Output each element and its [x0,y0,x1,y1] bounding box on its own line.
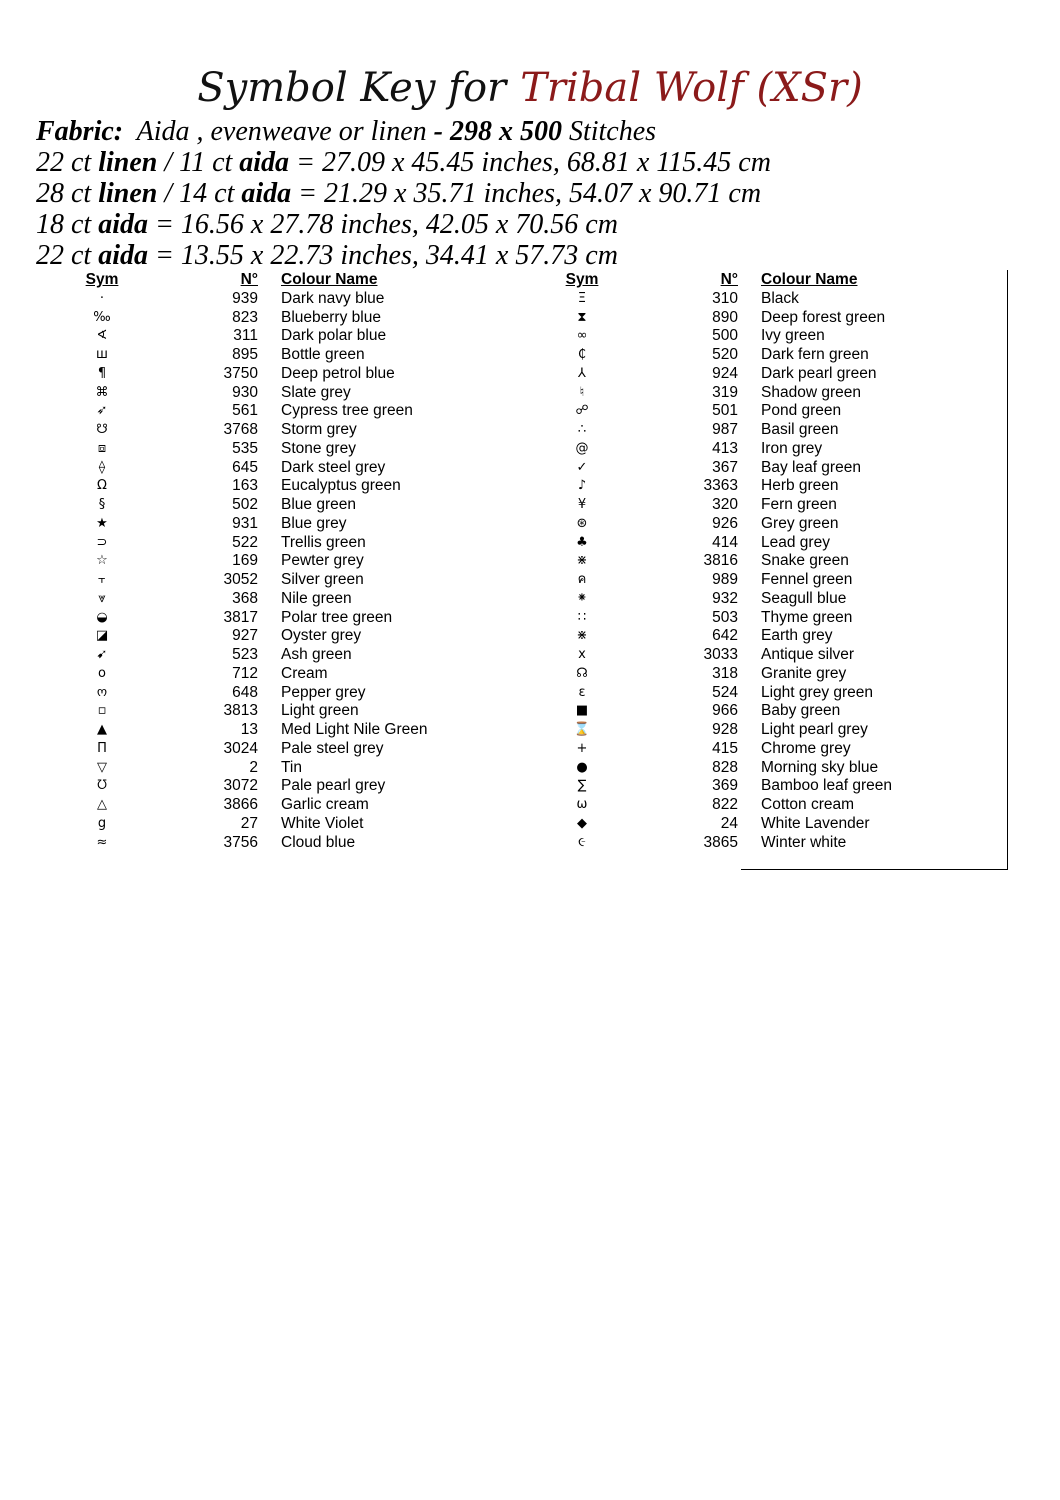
colour-name: Garlic cream [281,796,369,813]
colour-name: Cypress tree green [281,402,413,420]
colour-name: Basil green [761,421,839,438]
colour-name: White Violet [281,814,364,832]
symbol: ≈ [96,834,108,850]
key-row [550,609,1010,628]
key-row [70,384,470,403]
dmc-number: 503 [712,608,738,626]
colour-name: Blue grey [281,514,347,532]
separator: / [164,178,173,209]
colour-name: Snake green [761,552,849,570]
dmc-number: 520 [712,346,738,363]
count-value: 11 ct [179,147,233,178]
count-value: 28 ct [36,178,92,209]
separator: / [164,147,173,178]
dmc-number: 890 [712,308,738,326]
dimensions: = 13.55 x 22.73 inches, 34.41 x 57.73 cm [155,240,618,271]
dmc-number: 524 [712,683,738,701]
symbol: ⌘ [95,384,109,400]
key-row [70,702,470,721]
fabric-dash: - [433,116,443,147]
fabric-type: aida [239,147,290,178]
key-row [550,534,1010,553]
fabric-type: linen [98,178,158,209]
key-row [70,477,470,496]
dmc-number: 414 [712,533,738,551]
count-value: 22 ct [36,147,92,178]
key-row [70,552,470,571]
dmc-number: 502 [232,496,258,513]
key-row [70,665,470,684]
dmc-number: 828 [712,758,738,776]
symbol: ᘮ [97,778,107,794]
key-row [550,740,1010,759]
dmc-number: 648 [232,683,258,701]
colour-name: Lead grey [761,533,830,551]
key-row [70,759,470,778]
key-row [70,402,470,421]
symbol: ★ [96,515,108,531]
symbol: Ω [97,478,107,494]
symbol: ◪ [95,628,109,644]
key-row [70,684,470,703]
size-line [36,147,1036,178]
symbol: Π [97,740,107,756]
key-row [550,496,1010,515]
symbol: · [99,290,105,306]
key-header [550,271,1010,290]
symbol: ▲ [97,722,107,737]
colour-name: Slate grey [281,383,351,401]
fabric-info [36,116,1036,271]
dimensions: = 21.29 x 35.71 inches, 54.07 x 90.71 cm [298,178,762,209]
colour-name: Fennel green [761,571,853,588]
colour-name: Shadow green [761,383,861,401]
size-line [36,178,1036,209]
colour-name: Light grey green [761,683,874,701]
dmc-number: 2 [249,758,258,776]
colour-name: Cream [281,664,328,682]
symbol-key-left-column [70,271,470,852]
colour-name: Winter white [761,833,847,851]
dmc-number: 369 [712,777,738,795]
symbol: ⧗ [577,309,587,325]
key-row [70,590,470,609]
key-row [70,459,470,478]
dmc-number: 3033 [703,646,738,663]
dmc-number: 895 [232,346,258,363]
symbol: ♮ [579,384,585,400]
dmc-number: 987 [712,421,738,438]
key-row [70,346,470,365]
symbol: ⅄ [578,365,586,381]
dmc-number: 932 [712,589,738,607]
dmc-number: 311 [233,327,258,345]
dmc-number: 27 [240,814,258,832]
fabric-type: aida [98,209,148,240]
dmc-number: 522 [232,533,258,551]
symbol-key-right-column [550,271,1010,852]
key-row [550,477,1010,496]
key-row [70,609,470,628]
key-row [70,421,470,440]
symbol: ∑ [577,778,587,794]
symbol: ∢ [96,328,108,344]
dmc-number: 3865 [703,833,738,851]
key-row [70,496,470,515]
dimensions: = 27.09 x 45.45 inches, 68.81 x 115.45 cm [296,147,771,178]
key-row [550,590,1010,609]
dmc-number: 3817 [223,608,258,626]
dmc-number: 13 [240,721,258,738]
key-row [550,684,1010,703]
key-row [70,815,470,834]
dmc-number: 822 [712,796,738,813]
symbol: ⋇ [576,628,588,644]
dmc-number: 989 [712,571,738,588]
symbol: ⁕ [576,590,588,606]
key-row [70,515,470,534]
key-row [70,327,470,346]
symbol: ⊃ [96,534,108,550]
colour-name: Pewter grey [281,552,364,570]
key-row [550,515,1010,534]
key-row [70,534,470,553]
colour-name: Chrome grey [761,739,851,757]
colour-name: Pale steel grey [281,739,384,757]
key-row [70,721,470,740]
colour-name: Fern green [761,496,837,513]
key-row [550,440,1010,459]
dmc-number: 163 [232,477,258,495]
colour-name: Storm grey [281,421,357,438]
key-row [550,759,1010,778]
colour-name: Dark pearl green [761,364,877,382]
dmc-number: 645 [232,458,258,476]
symbol: ૯ [578,834,586,850]
size-line [36,240,1036,271]
colour-name: Pond green [761,402,842,420]
dmc-number: 928 [712,721,738,738]
dmc-number: 3750 [223,364,258,382]
colour-name: Pale pearl grey [281,777,386,795]
fabric-type: linen [98,147,158,178]
symbol: ☆ [96,553,108,569]
symbol: ⫟ [98,572,106,587]
colour-name: Med Light Nile Green [281,721,428,738]
fabric-type: aida [98,240,148,271]
colour-name: Eucalyptus green [281,477,401,495]
dmc-number: 368 [232,589,258,607]
symbol: ♣ [576,534,588,550]
symbol: ◒ [96,609,108,625]
symbol: ค [577,572,587,587]
key-row [550,290,1010,309]
colour-name: Cloud blue [281,833,356,851]
colour-name: Polar tree green [281,608,393,626]
colour-name: Blueberry blue [281,308,381,326]
colour-name: Bamboo leaf green [761,777,892,795]
key-row [70,627,470,646]
symbol: o [98,665,106,681]
key-row [70,290,470,309]
colour-name: Antique silver [761,646,855,663]
colour-name: Dark steel grey [281,458,386,476]
symbol: ▫ [97,703,107,719]
symbol: ∷ [577,609,587,625]
dmc-number: 413 [712,439,738,457]
symbol: Ξ [577,290,587,306]
colour-name: Ivy green [761,327,825,345]
dmc-number: 3052 [223,571,258,588]
key-row [550,721,1010,740]
symbol: ☋ [96,422,108,437]
pattern-name: Tribal Wolf (XSr) [520,65,863,111]
dmc-number: 318 [712,664,738,682]
count-value: 14 ct [179,178,235,209]
page-title [0,62,1060,114]
key-row [70,440,470,459]
dmc-number: 415 [712,739,738,757]
fabric-types: Aida , evenweave or linen [136,116,427,147]
colour-name: Stone grey [281,439,356,457]
symbol: ო [96,684,108,700]
key-row [550,627,1010,646]
dmc-number: 523 [232,646,258,663]
colour-name: Baby green [761,702,841,720]
size-line [36,209,1036,240]
colour-name: Bottle green [281,346,365,363]
colour-name: Trellis green [281,533,366,551]
key-row [70,740,470,759]
colour-name: Grey green [761,514,839,532]
key-row [70,365,470,384]
symbol: ➹ [96,647,108,662]
key-row [550,421,1010,440]
symbol: ‰ [93,309,111,325]
colour-name: Iron grey [761,439,823,457]
colour-name: Light pearl grey [761,721,868,738]
key-row [550,834,1010,853]
symbol: g [97,815,107,831]
colour-name-header: Colour Name [761,271,858,288]
colour-name: Cotton cream [761,796,855,813]
colour-name: Morning sky blue [761,758,879,776]
dmc-number: 931 [232,514,258,532]
dmc-number: 24 [720,814,738,832]
symbol: ω [576,797,588,812]
symbol: ☊ [576,665,588,681]
key-row [550,402,1010,421]
symbol: ε [578,684,586,700]
symbol: ☍ [575,403,589,419]
fabric-line [36,116,1036,147]
dmc-number: 320 [712,496,738,513]
dmc-number: 3756 [223,833,258,851]
key-row [550,309,1010,328]
colour-name: Herb green [761,477,839,495]
number-header: N° [720,271,738,288]
colour-name: Dark fern green [761,346,869,363]
colour-name: Dark polar blue [281,327,387,345]
dmc-number: 939 [232,289,258,307]
symbol: ■ [575,703,589,719]
symbol: ◆ [577,815,587,831]
fabric-label: Fabric: [36,116,124,147]
key-row [70,646,470,665]
dmc-number: 310 [712,289,738,307]
key-row [70,834,470,853]
symbol: ♪ [577,478,587,494]
stitch-count: 298 x 500 [449,116,562,147]
symbol: ▽ [97,759,107,775]
table-border-right [1007,270,1008,870]
stitch-unit: Stitches [568,116,657,147]
dmc-number: 3768 [223,421,258,438]
dmc-number: 3813 [223,702,258,720]
symbol: ∞ [576,328,588,344]
sym-header: Sym [565,271,599,288]
key-row [550,459,1010,478]
dmc-number: 561 [232,402,258,420]
colour-name: Dark navy blue [281,289,385,307]
dmc-number: 642 [712,627,738,645]
key-row [550,796,1010,815]
symbol: § [98,497,106,512]
symbol: ⧈ [97,440,107,456]
key-row [550,346,1010,365]
dmc-number: 712 [232,664,258,682]
count-value: 22 ct [36,240,92,271]
sym-header: Sym [85,271,119,288]
key-row [70,796,470,815]
symbol: ⋇ [576,553,588,569]
dmc-number: 3363 [703,477,738,495]
key-row [70,309,470,328]
dmc-number: 500 [712,327,738,345]
key-row [550,665,1010,684]
symbol: ₵ [577,347,587,362]
symbol: ¶ [97,365,107,381]
colour-name: Seagull blue [761,589,847,607]
colour-name: Nile green [281,589,352,607]
colour-name: Ash green [281,646,352,663]
count-value: 18 ct [36,209,92,240]
dmc-number: 367 [712,458,738,476]
dmc-number: 3072 [223,777,258,795]
fabric-type: aida [241,178,292,209]
number-header: N° [240,271,258,288]
key-row [550,646,1010,665]
dmc-number: 924 [712,364,738,382]
key-row [70,571,470,590]
dmc-number: 823 [232,308,258,326]
key-row [550,571,1010,590]
dmc-number: 319 [712,383,738,401]
dmc-number: 501 [712,402,738,420]
key-row [550,327,1010,346]
colour-name: Granite grey [761,664,847,682]
symbol: ⌛ [573,722,591,737]
dmc-number: 3816 [703,552,738,570]
symbol: ⩔ [98,590,106,606]
symbol: ● [576,759,588,775]
symbol: △ [97,797,107,812]
colour-name: Deep petrol blue [281,364,395,382]
dmc-number: 3866 [223,796,258,813]
colour-name: Blue green [281,496,356,513]
dmc-number: 927 [232,627,258,645]
colour-name-header: Colour Name [281,271,378,288]
dmc-number: 3024 [223,739,258,757]
dimensions: = 16.56 x 27.78 inches, 42.05 x 70.56 cm [155,209,618,240]
symbol: ⟠ [98,459,106,475]
symbol: ➶ [96,403,108,419]
symbol: x [578,647,586,662]
key-row [550,552,1010,571]
symbol: @ [575,440,589,456]
key-header [70,271,470,290]
table-border-bottom [741,869,1008,870]
colour-name: Earth grey [761,627,833,645]
colour-name: Thyme green [761,608,853,626]
dmc-number: 535 [232,439,258,457]
key-row [550,777,1010,796]
colour-name: Light green [281,702,359,720]
colour-name: Silver green [281,571,364,588]
dmc-number: 930 [232,383,258,401]
colour-name: Tin [281,758,302,776]
key-row [550,702,1010,721]
symbol: ∴ [577,422,587,437]
key-row [550,815,1010,834]
symbol: ш [96,347,108,362]
symbol: ⊛ [576,515,588,531]
symbol: + [576,740,588,756]
key-row [550,365,1010,384]
title-prefix: Symbol Key for [197,65,507,111]
colour-name: Bay leaf green [761,458,861,476]
colour-name: Black [761,289,799,307]
colour-name: Deep forest green [761,308,886,326]
dmc-number: 966 [712,702,738,720]
dmc-number: 169 [232,552,258,570]
colour-name: White Lavender [761,814,870,832]
symbol: ¥ [577,497,587,512]
key-row [550,384,1010,403]
colour-name: Pepper grey [281,683,366,701]
key-row [70,777,470,796]
colour-name: Oyster grey [281,627,362,645]
dmc-number: 926 [712,514,738,532]
symbol: ✓ [576,459,588,475]
